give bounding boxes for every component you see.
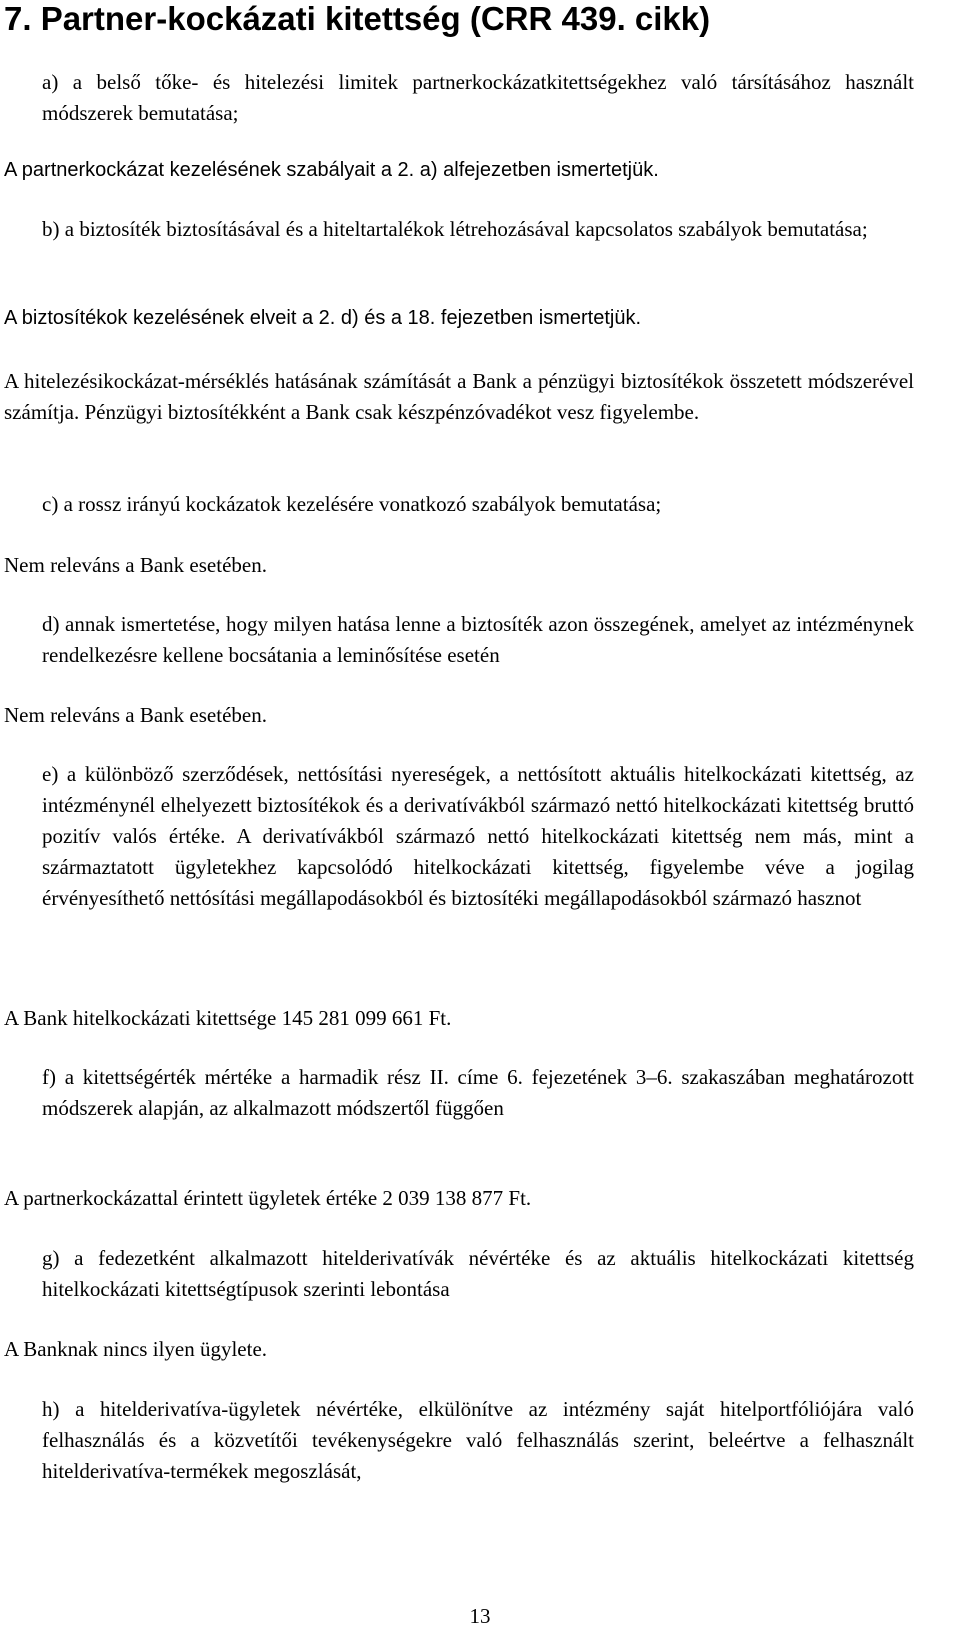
item-h: h) a hitelderivatíva-ügyletek névértéke, elkülönítve az intézmény saját hitelportfóliójára való felhasználás és a közvetítői tevékenységekre való felhasználás szerint, beleértve a felhasznált hitelderivatíva-termékek megoszlását,: [42, 1397, 914, 1483]
item-f: f) a kitettségérték mértéke a harmadik rész II. címe 6. fejezetének 3–6. szakaszában meghatározott módszerek alapján, az alkalmazott módszertől függően: [42, 1065, 914, 1120]
item-a: a) a belső tőke- és hitelezési limitek partnerkockázatkitettségekhez való társításához használt módszerek bemutatása;: [42, 70, 914, 125]
item-e: e) a különböző szerződések, nettósítási nyereségek, a nettósított aktuális hitelkockázati kitettség, az intézménynél elhelyezett biztosítékok és a derivatívákból származó nettó hitelkockázati kitettség bruttó pozitív valós értéke. A derivatívákból származó nettó hitelkockázati kitettség nem más, mint a származtatott ügyletekhez kapcsolódó hitelkockázati kitettség, figyelembe véve a jogilag érvényesíthető nettósítási megállapodásokból és biztosítéki megállapodásokból származó hasznot: [42, 762, 914, 910]
item-c: c) a rossz irányú kockázatok kezelésére vonatkozó szabályok bemutatása;: [42, 492, 662, 516]
answer-e: A Bank hitelkockázati kitettsége 145 281 099 661 Ft.: [4, 1006, 452, 1030]
item-b: b) a biztosíték biztosításával és a hiteltartalékok létrehozásával kapcsolatos szabályok bemutatása;: [42, 217, 868, 241]
answer-c: Nem releváns a Bank esetében.: [4, 553, 267, 577]
answer-a: A partnerkockázat kezelésének szabályait a 2. a) alfejezetben ismertetjük.: [4, 159, 659, 181]
item-d: d) annak ismertetése, hogy milyen hatása lenne a biztosíték azon összegének, amelyet az intézménynek rendelkezésre kellene bocsátania a leminősítése esetén: [42, 612, 914, 667]
answer-f: A partnerkockázattal érintett ügyletek értéke 2 039 138 877 Ft.: [4, 1186, 532, 1210]
answer-d: Nem releváns a Bank esetében.: [4, 703, 267, 727]
answer-g: A Banknak nincs ilyen ügylete.: [4, 1337, 268, 1361]
page-number: 13: [469, 1604, 491, 1628]
section-heading: 7. Partner-kockázati kitettség (CRR 439. cikk): [4, 0, 711, 37]
item-g: g) a fedezetként alkalmazott hitelderivatívák névértéke és az aktuális hitelkockázati kitettség hitelkockázati kitettségtípusok szerinti lebontása: [42, 1246, 914, 1301]
answer-b-2: A hitelezésikockázat-mérséklés hatásának számítását a Bank a pénzügyi biztosítékok összetett módszerével számítja. Pénzügyi biztosítékként a Bank csak készpénzóvadékot vesz figyelembe.: [4, 369, 914, 424]
answer-b-1: A biztosítékok kezelésének elveit a 2. d) és a 18. fejezetben ismertetjük.: [4, 307, 642, 329]
